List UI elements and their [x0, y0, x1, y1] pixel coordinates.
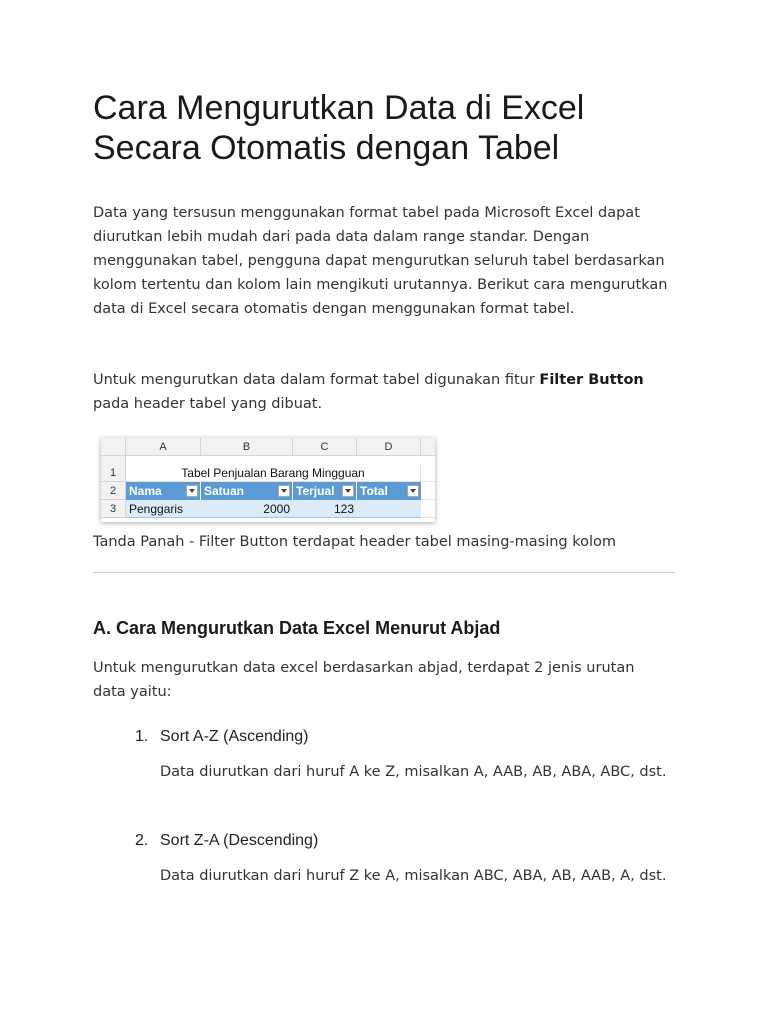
empty-cell — [421, 500, 435, 518]
header-label: Total — [360, 484, 388, 498]
section-divider — [93, 572, 675, 573]
filter-dropdown-icon[interactable] — [407, 485, 419, 497]
row-header-3: 3 — [101, 500, 126, 518]
filter-paragraph — [93, 368, 668, 416]
empty-cell — [421, 464, 435, 482]
image-caption: Tanda Panah - Filter Button terdapat header tabel masing-masing kolom — [93, 534, 617, 550]
filter-button-term: Filter Button — [539, 372, 644, 388]
list-item-description: Data diurutkan dari huruf A ke Z, misalkan A, AAB, AB, ABA, ABC, dst. — [160, 764, 667, 780]
list-item-title: Sort Z-A (Descending) — [160, 832, 319, 849]
list-item-description: Data diurutkan dari huruf Z ke A, misalkan ABC, ABA, AB, AAB, A, dst. — [160, 868, 667, 884]
data-cell-nama: Penggaris — [126, 500, 201, 518]
table-header-terjual — [293, 482, 357, 500]
table-header-satuan — [201, 482, 293, 500]
table-header-nama — [126, 482, 201, 500]
article-title: Cara Mengurutkan Data di Excel Secara Otomatis dengan Tabel — [93, 89, 585, 167]
list-item-number: 1. — [135, 728, 149, 745]
data-cell-total — [357, 500, 421, 518]
sheet-corner — [101, 438, 126, 456]
table-header-total — [357, 482, 421, 500]
header-label: Terjual — [296, 484, 335, 498]
section-a-heading: A. Cara Mengurutkan Data Excel Menurut Abjad — [93, 618, 501, 638]
column-header-d: D — [357, 438, 421, 456]
intro-paragraph: Data yang tersusun menggunakan format tabel pada Microsoft Excel dapat diurutkan lebih mudah dari pada data dalam range standar. Dengan menggunakan tabel, pengguna dapat mengurutkan seluruh tabel berdasarkan kolom tertentu dan kolom lain mengikuti urutannya. Berikut cara mengurutkan data di Excel secara otomatis dengan menggunakan format tabel. — [93, 205, 668, 317]
header-label: Nama — [129, 484, 162, 498]
filter-dropdown-icon[interactable] — [278, 485, 290, 497]
column-header-filler — [421, 438, 435, 456]
column-header-b: B — [201, 438, 293, 456]
row-header-gap — [101, 456, 126, 464]
row-header-2: 2 — [101, 482, 126, 500]
list-item-number: 2. — [135, 832, 149, 849]
column-header-c: C — [293, 438, 357, 456]
filter-text-before: Untuk mengurutkan data dalam format tabel digunakan fitur — [93, 372, 540, 388]
filter-dropdown-icon[interactable] — [186, 485, 198, 497]
column-header-a: A — [126, 438, 201, 456]
filter-dropdown-icon[interactable] — [342, 485, 354, 497]
empty-cell — [421, 482, 435, 500]
spreadsheet-screenshot — [101, 438, 435, 522]
data-cell-terjual: 123 — [293, 500, 357, 518]
filter-text-after: pada header tabel yang dibuat. — [93, 396, 323, 412]
list-item-title: Sort A-Z (Ascending) — [160, 728, 309, 745]
header-label: Satuan — [204, 484, 245, 498]
data-cell-satuan: 2000 — [201, 500, 293, 518]
table-title-cell: Tabel Penjualan Barang Mingguan — [126, 464, 421, 482]
section-a-intro: Untuk mengurutkan data excel berdasarkan abjad, terdapat 2 jenis urutan data yaitu: — [93, 660, 635, 700]
row-header-1: 1 — [101, 464, 126, 482]
